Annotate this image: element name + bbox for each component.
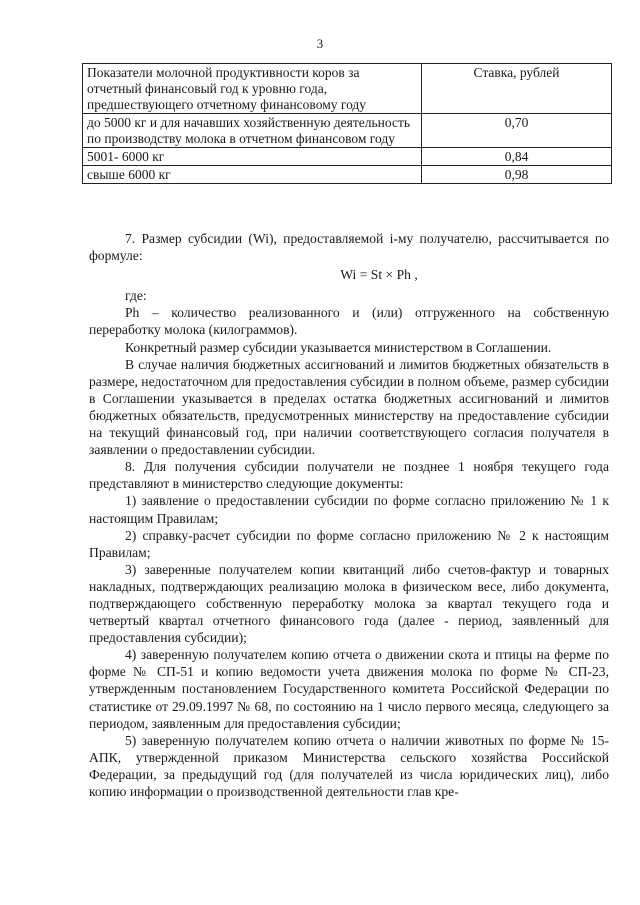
document-item-2: 2) справку-расчет субсидии по форме согласно приложению № 2 к настоящим Правилам; bbox=[89, 527, 609, 560]
paragraph-8: 8. Для получения субсидии получатели не позднее 1 ноября текущего года представляют в министерство следующие документы: bbox=[89, 459, 609, 492]
table-row bbox=[83, 114, 612, 148]
page-number: 3 bbox=[316, 36, 324, 51]
table-header-rate: Ставка, рублей bbox=[422, 64, 612, 114]
ph-definition: Ph – количество реализованного и (или) отгруженного на собственную переработку молока (килограммов). bbox=[89, 305, 609, 338]
document-item-5: 5) заверенную получателем копию отчета о наличии животных по форме № 15-АПК, утвержденной приказом Министерства сельского хозяйства Российской Федерации, за предыдущий год (для получателей из числа юридических лиц), либо копию информации о производственной деятельности глав кре- bbox=[89, 732, 609, 799]
table-cell-rate: 0,84 bbox=[422, 148, 612, 166]
document-body bbox=[89, 230, 609, 800]
table-cell-rate: 0,98 bbox=[422, 166, 612, 184]
formula-where: где: bbox=[125, 288, 147, 304]
subsidy-rate-table bbox=[82, 63, 612, 184]
table-row bbox=[83, 166, 612, 184]
paragraph-specific-amount: Конкретный размер субсидии указывается министерством в Соглашении. bbox=[125, 339, 552, 355]
paragraph-7: 7. Размер субсидии (Wi), предоставляемой i-му получателю, рассчитывается по формуле: bbox=[89, 231, 609, 264]
paragraph-insufficient-funds: В случае наличия бюджетных ассигнований и лимитов бюджетных обязательств в размере, недостаточном для предоставления субсидии в полном объеме, размер субсидии в Соглашении указывается в пределах остатка бюджетных ассигнований и лимитов бюджетных обязательств, предусмотренных министерству на предоставление субсидии на текущий финансовый год, при наличии соответствующего согласия получателя в заявлении о предоставлении субсидии. bbox=[89, 356, 609, 458]
document-item-3: 3) заверенные получателем копии квитанций либо счетов-фактур и товарных накладных, подтверждающих реализацию молока в физическом весе, либо документа, подтверждающего собственную переработку молока за квартал текущего года и четвертый квартал отчетного финансового года (далее - период, заявленный для предоставления субсидии); bbox=[89, 561, 609, 646]
document-item-4: 4) заверенную получателем копию отчета о движении скота и птицы на ферме по форме № СП-51 и копию ведомости учета движения молока по форме № СП-23, утвержденным постановлением Государственного комитета Российской Федерации по статистике от 29.09.1997 № 68, по состоянию на 1 число первого месяца, следующего за периодом, заявленным для предоставления субсидии; bbox=[89, 647, 609, 731]
table-header-indicator: Показатели молочной продуктивности коров за отчетный финансовый год к уровню года, предшествующего отчетному финансовому году bbox=[83, 64, 422, 114]
document-item-1: 1) заявление о предоставлении субсидии по форме согласно приложению № 1 к настоящим Правилам; bbox=[89, 493, 609, 526]
table-cell-rate: 0,70 bbox=[422, 114, 612, 148]
table-cell-indicator: свыше 6000 кг bbox=[83, 166, 422, 184]
table-cell-indicator: до 5000 кг и для начавших хозяйственную деятельность по производству молока в отчетном финансовом году bbox=[83, 114, 422, 148]
subsidy-formula: Wi = St × Ph , bbox=[340, 267, 418, 283]
table-header-row bbox=[83, 64, 612, 114]
table-cell-indicator: 5001- 6000 кг bbox=[83, 148, 422, 166]
table-row bbox=[83, 148, 612, 166]
